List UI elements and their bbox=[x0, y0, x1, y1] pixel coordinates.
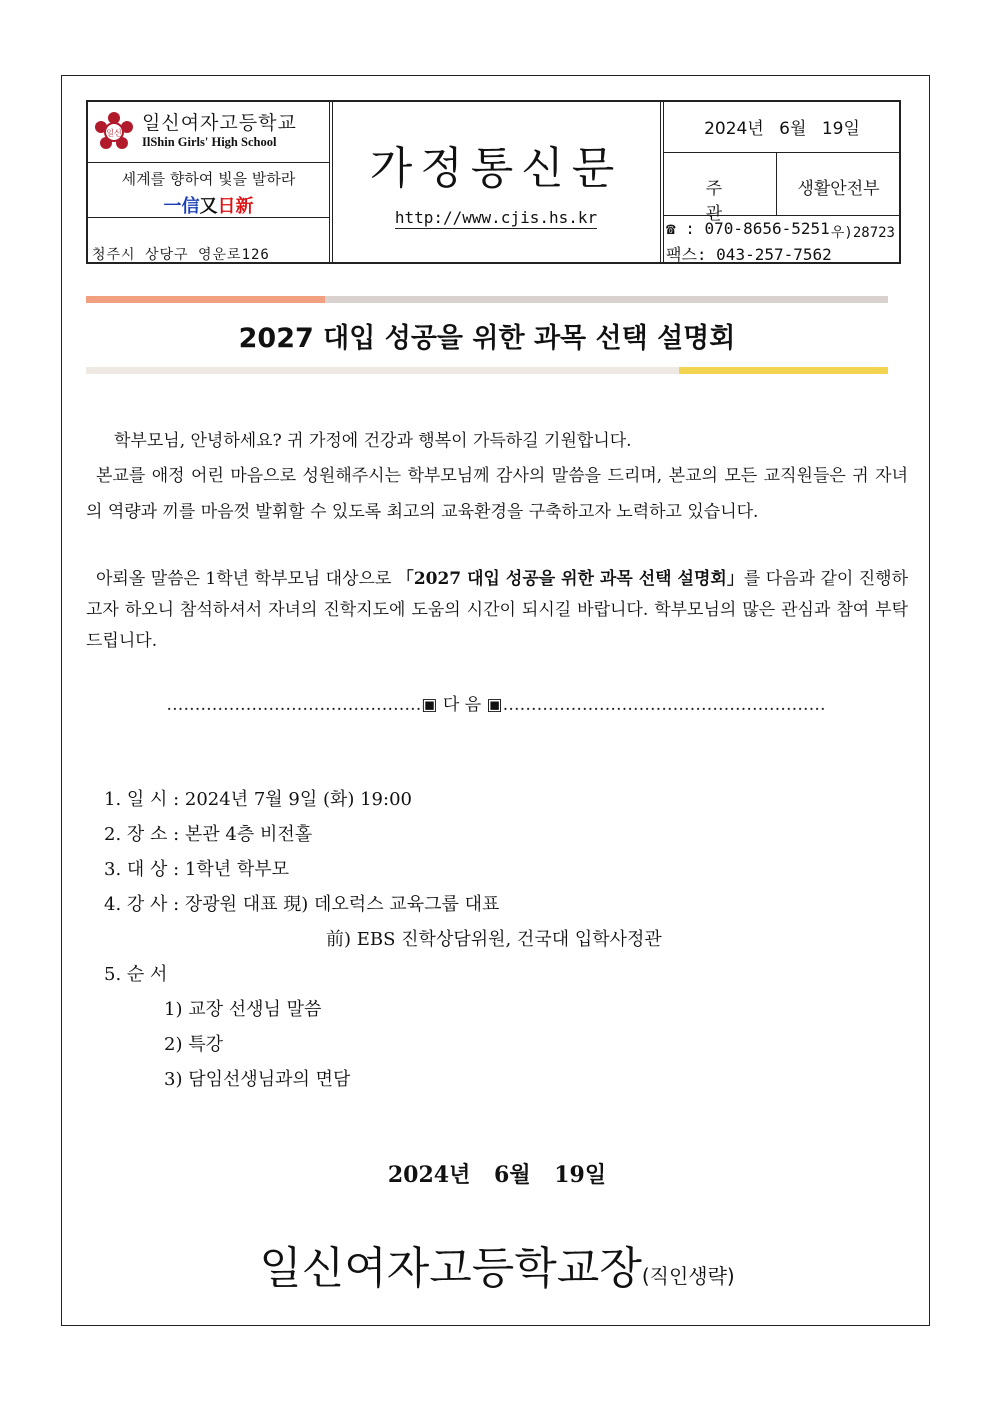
section-divider: ………………………………………▣ 다 음 ▣………………………………………………… bbox=[166, 695, 826, 715]
item-datetime: 1. 일 시 : 2024년 7월 9일 (화) 19:00 bbox=[104, 789, 412, 810]
fax-number: 팩스: 043-257-7562 bbox=[666, 245, 832, 264]
header-date: 2024년 6월 19일 bbox=[704, 119, 860, 139]
footer-date: 2024년 6월 19일 bbox=[387, 1162, 607, 1188]
motto-part3: 日新 bbox=[217, 196, 254, 217]
zip-code: 우)28723 bbox=[830, 225, 895, 241]
title-bar-bottom-accent bbox=[679, 367, 888, 374]
section-label: ▣ 다 음 ▣ bbox=[421, 695, 503, 715]
motto-part2: 又 bbox=[199, 196, 218, 217]
title-bar-top-accent bbox=[86, 296, 325, 303]
principal-signature bbox=[86, 1232, 908, 1296]
host-label: 주 관 bbox=[705, 179, 753, 224]
order-item: 3) 담임선생님과의 면담 bbox=[164, 1069, 351, 1090]
school-address: 청주시 상당구 영운로126 bbox=[92, 247, 270, 263]
logo-text: 일신 bbox=[106, 128, 122, 138]
notice-post: 를 다음과 같이 진행하고자 하오니 참석하셔서 자녀의 진학지도에 도움의 시간이 되시길 바랍니다. 학부모님의 많은 관심과 참여 부탁드립니다. bbox=[86, 569, 909, 651]
telephone: ☎ : 070-8656-5251 bbox=[666, 219, 830, 238]
notice-paragraph bbox=[86, 564, 908, 657]
intro-paragraph: 본교를 애정 어린 마음으로 성원해주시는 학부모님께 감사의 말씀을 드리며, 본교의 모든 교직원들은 귀 자녀의 역량과 끼를 마음껏 발휘할 수 있도록 최고의 교육환경을 구축하고자 노력하고 있습니다. bbox=[86, 466, 908, 522]
school-url-text: http://www.cjis.hs.kr bbox=[394, 208, 598, 227]
header-table bbox=[86, 100, 901, 264]
motto-hanja bbox=[88, 192, 329, 218]
notice-pre: 아뢰올 말씀은 1학년 학부모님 대상으로 bbox=[96, 569, 397, 589]
item-lecturer: 4. 강 사 : 장광원 대표 現) 데오럭스 교육그룹 대표 bbox=[104, 894, 500, 915]
greeting-paragraph: 학부모님, 안녕하세요? 귀 가정에 건강과 행복이 가득하길 기원합니다. bbox=[114, 431, 632, 451]
notice-event: 「2027 대입 성공을 위한 과목 선택 설명회」 bbox=[396, 569, 744, 589]
item-lecturer-extra: 前) EBS 진학상담위원, 건국대 입학사정관 bbox=[326, 929, 662, 950]
document-title: 2027 대입 성공을 위한 과목 선택 설명회 bbox=[238, 323, 736, 354]
principal-name: 일신여자고등학교장 bbox=[259, 1243, 642, 1294]
newsletter-title: 가정통신문 bbox=[369, 143, 623, 194]
motto-part1: 一信 bbox=[163, 196, 200, 217]
item-target: 3. 대 상 : 1학년 학부모 bbox=[104, 859, 290, 880]
host-department: 생활안전부 bbox=[797, 179, 880, 199]
school-url[interactable] bbox=[332, 208, 660, 227]
title-bar-top-rest bbox=[325, 296, 888, 303]
order-item: 1) 교장 선생님 말씀 bbox=[164, 999, 322, 1020]
school-name-ko: 일신여자고등학교 bbox=[142, 112, 297, 134]
item-order: 5. 순 서 bbox=[104, 964, 168, 985]
school-name-en: IlShin Girls' High School bbox=[142, 135, 277, 149]
title-bar-bottom-rest bbox=[86, 367, 679, 374]
order-item: 2) 특강 bbox=[164, 1034, 223, 1055]
motto-line: 세계를 향하여 빛을 발하라 bbox=[121, 170, 296, 188]
seal-note: (직인생략) bbox=[641, 1264, 735, 1288]
school-logo-icon bbox=[94, 112, 134, 152]
item-place: 2. 장 소 : 본관 4층 비전홀 bbox=[104, 824, 313, 845]
